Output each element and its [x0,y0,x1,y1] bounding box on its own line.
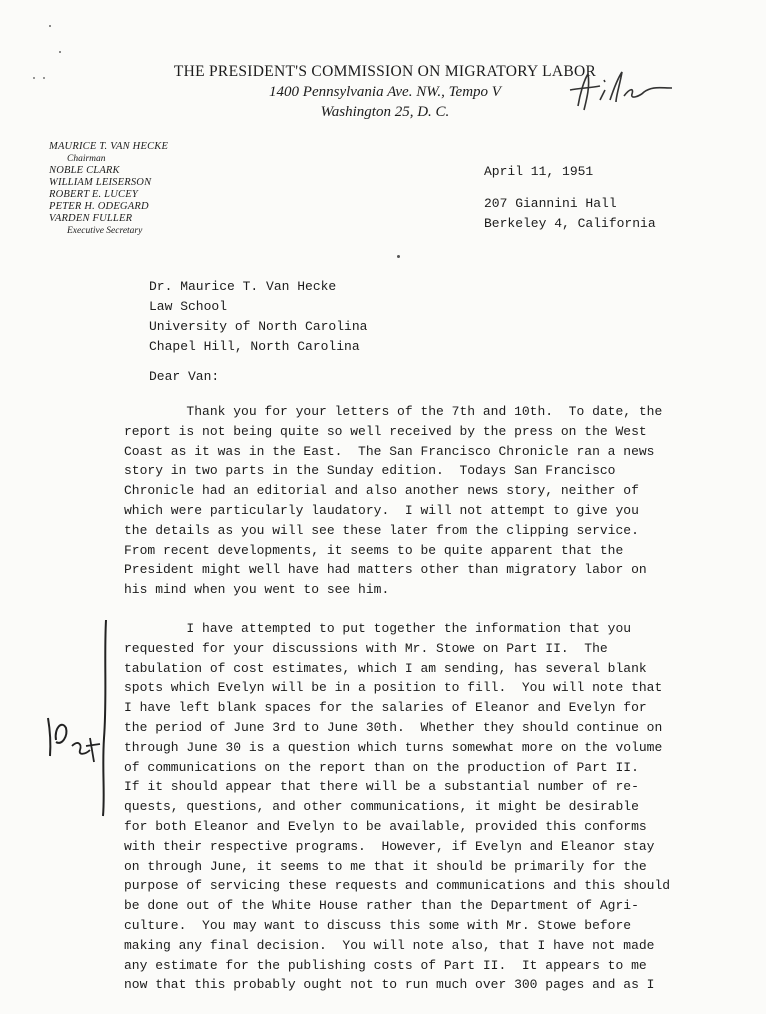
body-line: spots which Evelyn will be in a position to fill. You will note that [124,680,663,696]
letterhead-address-line-1: 1400 Pennsylvania Ave. NW., Tempo V [269,84,501,100]
body-line: I have left blank spaces for the salaries of Eleanor and Evelyn for [124,700,647,716]
body-line: I have attempted to put together the information that you [124,620,632,636]
body-line: the period of June 3rd to June 30th. Whether they should continue on [124,719,663,735]
body-line: Coast as it was in the East. The San Francisco Chronicle ran a news [124,443,655,459]
sender-address-line: Berkeley 4, California [484,216,656,231]
body-line: President might well have had matters other than migratory labor on [124,562,647,578]
body-line: If it should appear that there will be a substantial number of re- [124,779,639,795]
body-line: Thank you for your letters of the 7th and 10th. To date, the [124,404,663,419]
body-line: for both Eleanor and Evelyn to be available, provided this conforms [124,818,647,834]
body-line: purpose of servicing these requests and communications and this should [124,878,671,894]
body-line: story in two parts in the Sunday edition. Todays San Francisco [124,463,616,479]
member-name: ROBERT E. LUCEY [49,189,138,200]
member-name: NOBLE CLARK [49,165,120,176]
body-line: quests, questions, and other communications, it might be desirable [124,799,639,815]
page-specks [20,20,80,90]
body-line: through June 30 is a question which turns somewhat more on the volume [124,739,663,755]
body-line: Chronicle had an editorial and also another news story, neither of [124,483,639,499]
handwritten-margin-note [38,710,108,770]
recipient-line: Law School [149,299,228,314]
letterhead-title: THE PRESIDENT'S COMMISSION ON MIGRATORY LABOR [173,63,597,80]
body-line: his mind when you went to see him. [124,582,390,598]
date-block [484,162,656,234]
page-speck [397,255,400,258]
member-title: Chairman [67,154,106,164]
member-name: PETER H. ODEGARD [49,201,149,212]
body-line: tabulation of cost estimates, which I am sending, has several blank [124,660,647,676]
letter-date: April 11, 1951 [484,164,594,179]
recipient-line: University of North Carolina [149,319,368,334]
body-line: now that this probably ought not to run much over 300 pages and as I [124,977,655,993]
body-line: which were particularly laudatory. I will not attempt to give you [124,502,639,518]
recipient-line: Dr. Maurice T. Van Hecke [149,279,337,294]
body-line: report is not being quite so well received by the press on the West [124,423,647,439]
recipient-line: Chapel Hill, North Carolina [149,339,360,354]
commission-members [49,141,249,237]
handwritten-file-annotation [560,66,680,116]
body-line: any estimate for the publishing costs of Part II. It appears to me [124,957,647,973]
paragraph [124,619,744,995]
letter-body [124,402,744,1014]
member-name: VARDEN FULLER [49,213,133,224]
body-line: be done out of the White House rather than the Department of Agri- [124,898,639,914]
paragraph [124,402,744,600]
body-line: the details as you will see these later from the clipping service. [124,522,639,538]
body-line: on through June, it seems to me that it should be primarily for the [124,858,647,874]
sender-address-line: 207 Giannini Hall [484,196,617,211]
body-line: of communications on the report than on the production of Part II. [124,759,639,775]
member-name: WILLIAM LEISERSON [49,177,152,188]
letterhead-address-line-2: Washington 25, D. C. [320,104,450,120]
body-line: making any final decision. You will note also, that I have not made [124,937,655,953]
body-line: requested for your discussions with Mr. Stowe on Part II. The [124,640,608,656]
body-line: with their respective programs. However, if Evelyn and Eleanor stay [124,838,655,854]
member-title: Executive Secretary [67,226,143,236]
salutation: Dear Van: [149,369,220,384]
recipient-address [149,277,367,357]
member-name: MAURICE T. VAN HECKE [49,141,169,152]
letterhead [150,62,620,122]
body-line: culture. You may want to discuss this some with Mr. Stowe before [124,917,632,933]
body-line: From recent developments, it seems to be quite apparent that the [124,542,624,558]
